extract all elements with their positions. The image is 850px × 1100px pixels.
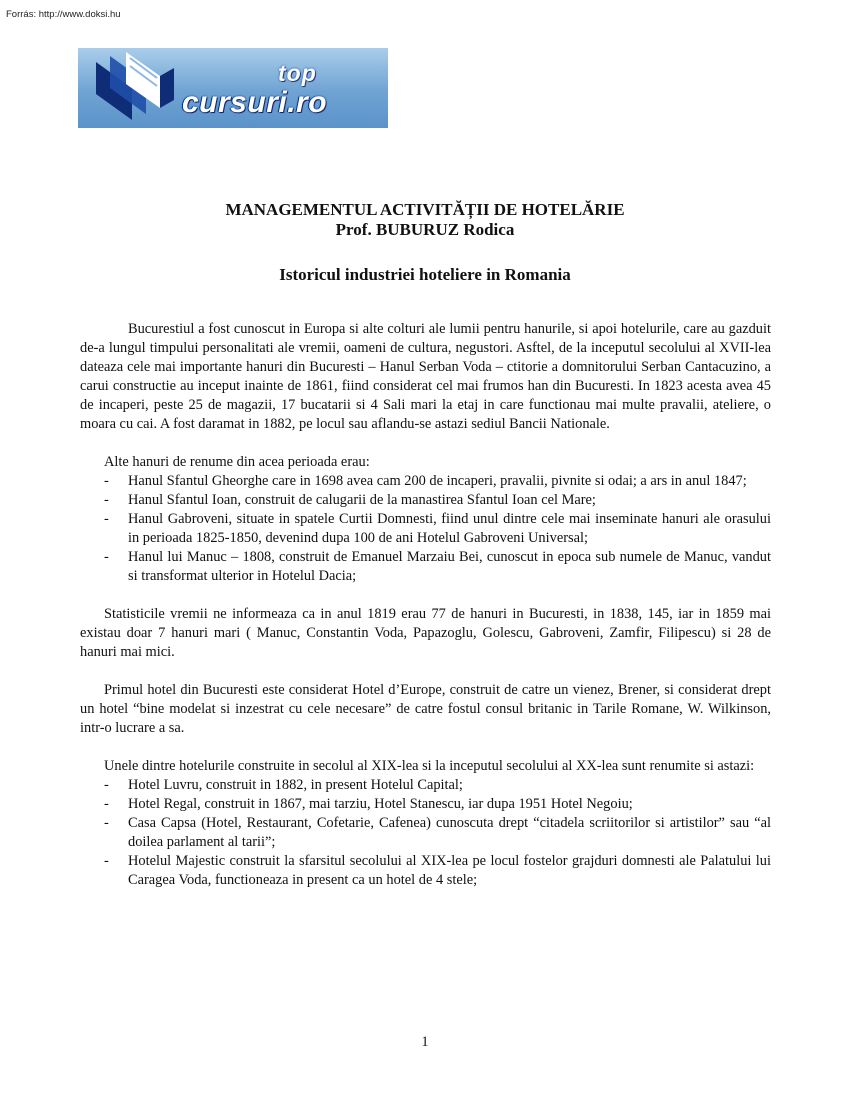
list-item [80, 491, 771, 510]
list-item-text: Hotel Regal, construit in 1867, mai tarziu, Hotel Stanescu, iar dupa 1951 Hotel Negoiu; [128, 796, 633, 812]
hotels-list [80, 776, 771, 890]
list-item-text: Hanul Sfantul Ioan, construit de calugarii de la manastirea Sfantul Ioan cel Mare; [128, 492, 596, 508]
logo-main-text: cursuri.ro [182, 86, 328, 119]
list-item-text: Casa Capsa (Hotel, Restaurant, Cofetarie, Cafenea) cunoscuta drept “citadela scriitorilor si artistilor” sau “al doilea parlament al tarii”; [128, 815, 771, 850]
dash-bullet: - [104, 549, 109, 565]
list-item [80, 472, 771, 491]
page-number: 1 [421, 1034, 429, 1050]
list-item [80, 776, 771, 795]
document-author: Prof. BUBURUZ Rodica [335, 220, 515, 239]
top-cursuri-logo [78, 48, 388, 128]
list-item [80, 548, 771, 586]
list-item [80, 795, 771, 814]
list-item-text: Hanul Sfantul Gheorghe care in 1698 avea cam 200 de incaperi, pravalii, pivnite si odai; a ars in anul 1847; [128, 473, 747, 489]
dash-bullet: - [104, 473, 109, 489]
section-heading: Istoricul industriei hoteliere in Romania [279, 265, 571, 284]
dash-bullet: - [104, 511, 109, 527]
list-item [80, 510, 771, 548]
paragraph-bucharest-inns: Bucurestiul a fost cunoscut in Europa si alte colturi ale lumii pentru hanurile, si apoi hotelurile, care au gazduit de-a lungul timpului personalitati ale vremii, oameni de cultura, negustori. Asftel, de la inceputul secolului al XVII-lea dateaza cele mai importante hanuri din Bucuresti – Hanul Serban Voda – ctitorie a domnitorului Serban Cantacuzino, a carui constructie au inceput inainte de 1861, fiind considerat cel mai frumos han din Bucuresti. In 1823 acesta avea 45 de incaperi, peste 25 de magazii, 17 bucatarii si 4 Sali mari la etaj in care functionau mai multe pravalii, ateliere, o moara cu cai. A fost daramat in 1882, pe locul sau aflandu-se astazi sediul Bancii Nationale. [80, 321, 771, 432]
dash-bullet: - [104, 492, 109, 508]
list-item-text: Hotelul Majestic construit la sfarsitul secolului al XIX-lea pe locul fostelor grajduri domnesti ale Palatului lui Caragea Voda, functioneaza in present ca un hotel de 4 stele; [128, 853, 771, 888]
list-item [80, 814, 771, 852]
source-url: Forrás: http://www.doksi.hu [6, 9, 121, 20]
list-item-text: Hanul lui Manuc – 1808, construit de Emanuel Marzaiu Bei, cunoscut in epoca sub numele de Manuc, vandut si transformat ulterior in Hotelul Dacia; [128, 549, 771, 584]
dash-bullet: - [104, 853, 109, 869]
logo-top-text: top [278, 60, 317, 86]
paragraph-statistics: Statisticile vremii ne informeaza ca in anul 1819 erau 77 de hanuri in Bucuresti, in 1838, 145, iar in 1859 mai existau doar 7 hanuri mari ( Manuc, Constantin Voda, Papazoglu, Golescu, Gabroveni, Zamfir, Filipescu) si 28 de hanuri mai mici. [80, 606, 771, 660]
dash-bullet: - [104, 777, 109, 793]
dash-bullet: - [104, 815, 109, 831]
paragraph-famous-hotels: Unele dintre hotelurile construite in secolul al XIX-lea si la inceputul secolului al XX-lea sunt renumite si astazi: [104, 758, 755, 774]
paragraph-first-hotel: Primul hotel din Bucuresti este considerat Hotel d’Europe, construit de catre un vienez, Brener, si considerat drept un hotel “bine modelat si inzestrat cu cele necesare” de catre fostul consul britanic in Tarile Romane, W. Wilkinson, intr-o lucrare a sa. [80, 682, 771, 736]
inns-list [80, 472, 771, 586]
list-item [80, 852, 771, 890]
list-item-text: Hotel Luvru, construit in 1882, in present Hotelul Capital; [128, 777, 463, 793]
document-body [80, 320, 771, 890]
dash-bullet: - [104, 796, 109, 812]
document-title: MANAGEMENTUL ACTIVITĂȚII DE HOTELĂRIE [225, 200, 625, 219]
list-item-text: Hanul Gabroveni, situate in spatele Curtii Domnesti, fiind unul dintre cele mai inseminate hanuri ale orasului in perioada 1825-1850, devenind dupa 100 de ani Hotelul Gabroveni Universal; [128, 511, 771, 546]
paragraph-other-inns-lead: Alte hanuri de renume din acea perioada erau: [104, 454, 370, 470]
